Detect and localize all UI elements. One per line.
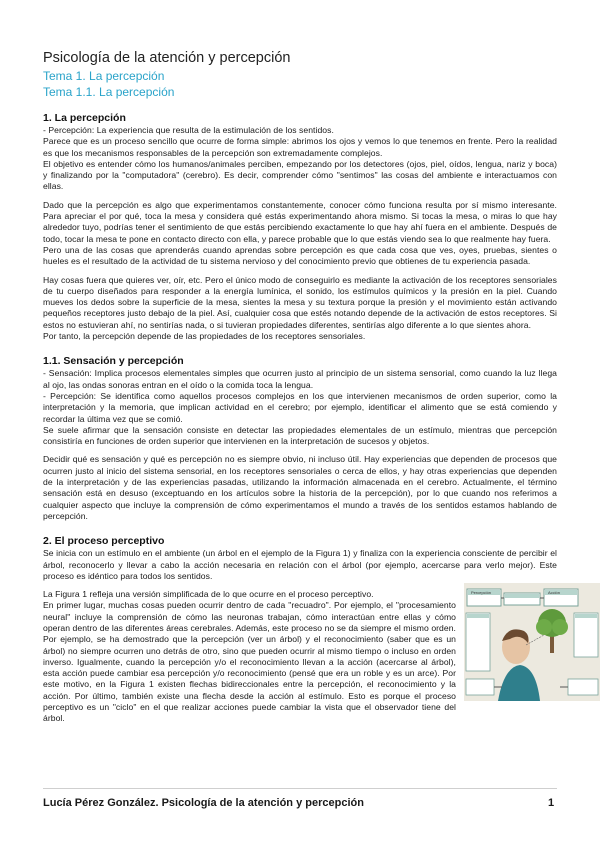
diagram-box xyxy=(466,613,490,671)
paragraph: La Figura 1 refleja una versión simplificada de lo que ocurre en el proceso perceptivo. xyxy=(43,589,374,600)
footer-divider xyxy=(43,788,557,789)
accion-box-label: Acción xyxy=(548,590,561,596)
paragraph: El objetivo es entender cómo los humanos/animales perciben, empezando por los detectores (ojos, piel, oídos, lengua, nariz y boca) y finalizando por la "computadora" (cerebro). Es decir, comprender cómo "sentimos" las cosas del ambiente e interactuamos con ellas. xyxy=(43,158,557,192)
paragraph: Por tanto, la percepción depende de las propiedades de los receptores sensoriales. xyxy=(43,331,366,342)
paragraph: Se suele afirmar que la sensación consiste en detectar las propiedades elementales de un estímulo, mientras que percepción consistiría en funciones de orden superior que intervienen en la interpretación de sucesos y objetos. xyxy=(43,424,557,447)
paragraph: Dado que la percepción es algo que experimentamos constantemente, conocer cómo funciona resulta por sí mismo interesante. Para apreciar el por qué, toca la mesa y considera qué estás experimentando ahora mismo. Si tocas la mesa, o miras lo que hay alrededor tuyo, podrías tener el sentimiento de que estás percibiendo exactamente lo que hay ahí fuera en el ambiente. Después de todo, tocar la mesa te pone en contacto directo con ella, y parece probable que lo que estás viendo sea lo que realmente hay fuera. xyxy=(43,199,557,244)
page-title: Psicología de la atención y percepción xyxy=(43,50,291,66)
paragraph: Se inicia con un estímulo en el ambiente (un árbol en el ejemplo de la Figura 1) y finaliza con la experiencia consciente de percibir el árbol, reconocerlo y llevar a cabo la acción necesaria en relación con el árbol (por ejemplo, acercarse para verlo mejor). Este proceso es idéntico para todos los sentidos. xyxy=(43,548,557,581)
section-heading-sensacion: 1.1. Sensación y percepción xyxy=(43,355,184,368)
figure-1-image xyxy=(464,583,600,701)
paragraph: - Sensación: Implica procesos elementales simples que ocurren justo al principio de un sistema sensorial, como cuando la luz llega al ojo, las ondas sonoras entran en el oído o la comida toca la lengua. xyxy=(43,368,557,390)
section-heading-percepcion: 1. La percepción xyxy=(43,112,126,124)
percepcion-box-label: Percepción xyxy=(471,590,492,596)
paragraph: En primer lugar, muchas cosas pueden ocurrir dentro de cada "recuadro". Por ejemplo, el "procesamiento neural" incluye la comprensión de cómo las neuronas trabajan, cómo interactúan entre ellas y cómo operan dentro de las diferentes áreas cerebrales. Además, este proceso no se da siempre el mismo orden. Por ejemplo, se ha demostrado que la percepción (ver un árbol) y el reconocimiento (saber que es un árbol) no siempre ocurren uno detrás de otro, sino que pueden ocurrir al mismo tiempo o incluso en orden inverso. Igualmente, cuando la percepción y/o el reconocimiento llevan a la acción (acercarse al árbol), esta acción puede cambiar esa percepción y/o reconocimiento (pensé que era un roble y es un arce). Por este motivo, en la Figura 1 existen flechas bidireccionales entre la percepción, el reconocimiento y la acción. Por último, también existe una flecha desde la acción al estímulo. Esto es porque el proceso perceptivo es un "ciclo" en el que realizar acciones puede cambiar la vista que el observador tiene del árbol. xyxy=(43,600,456,724)
diagram-box xyxy=(466,679,494,695)
topic-heading: Tema 1. La percepción xyxy=(43,69,165,83)
paragraph: - Percepción: Se identifica como aquellos procesos complejos en los que intervienen mecanismos de orden superior, como la interpretación y la memoria, que implican actividad en el cerebro; por ejemplo, identificar el alimento que se está comiendo y recordar la última vez que se comió. xyxy=(43,390,557,424)
paragraph: - Percepción: La experiencia que resulta de la estimulación de los sentidos. xyxy=(43,125,334,135)
footer-author-title: Lucía Pérez González. Psicología de la atención y percepción xyxy=(43,797,364,809)
diagram-box xyxy=(568,679,598,695)
page-number: 1 xyxy=(548,797,555,809)
paragraph: Hay cosas fuera que quieres ver, oír, etc. Pero el único modo de conseguirlo es mediante la activación de los receptores sensoriales de tu cuerpo diseñados para responder a la energía lumínica, el sonido, los estímulos químicos y la presión en la piel. Cuando mueves los dedos sobre la superficie de la mesa, sientes la mesa y su textura porque la presión y el movimiento están activando pequeños receptores justo debajo de la piel. Así, cualquier cosa que estés notando depende de la activación de estos receptores. Si estos no estuvieran ahí, no sentirías nada, o si tuvieran propiedades diferentes, sentirías algo diferente a lo que sientes ahora. xyxy=(43,274,557,330)
perceptual-process-diagram xyxy=(464,583,600,701)
subtopic-heading: Tema 1.1. La percepción xyxy=(43,84,175,99)
diagram-box xyxy=(574,613,598,657)
paragraph: Decidir qué es sensación y qué es percepción no es siempre obvio, ni incluso útil. Hay experiencias que dependen de procesos que ocurren justo al inicio del sistema sensorial, en los receptores sensoriales o cerca de ellos, y hay otras experiencias que dependen de la interpretación y de las experiencias pasadas, utilizando la información almacenada en el cerebro. Actualmente, el término sensación está en desuso (exceptuando en los artículos sobre la historia de la percepción), por lo que cuando nos referimos a cualquier aspecto que incluye la comprensión de cómo experimentamos el mundo a través de los sentidos estamos hablando de percepción. xyxy=(43,454,557,521)
page-content xyxy=(43,50,561,725)
paragraph: Parece que es un proceso sencillo que ocurre de forma simple: abrimos los ojos y vemos lo que tenemos en frente. Pero la realidad es que los mecanismos responsables de la percepción son extremadamente complejos. xyxy=(43,136,557,158)
paragraph: Pero una de las cosas que aprenderás cuando aprendas sobre percepción es que cada cosa que ves, oyes, pruebas, sientes o hueles es el resultado de la actividad de tu sistema nervioso y del conocimiento previo que obtienes de tu experiencia pasada. xyxy=(43,244,557,267)
section-heading-proceso: 2. El proceso perceptivo xyxy=(43,535,165,548)
